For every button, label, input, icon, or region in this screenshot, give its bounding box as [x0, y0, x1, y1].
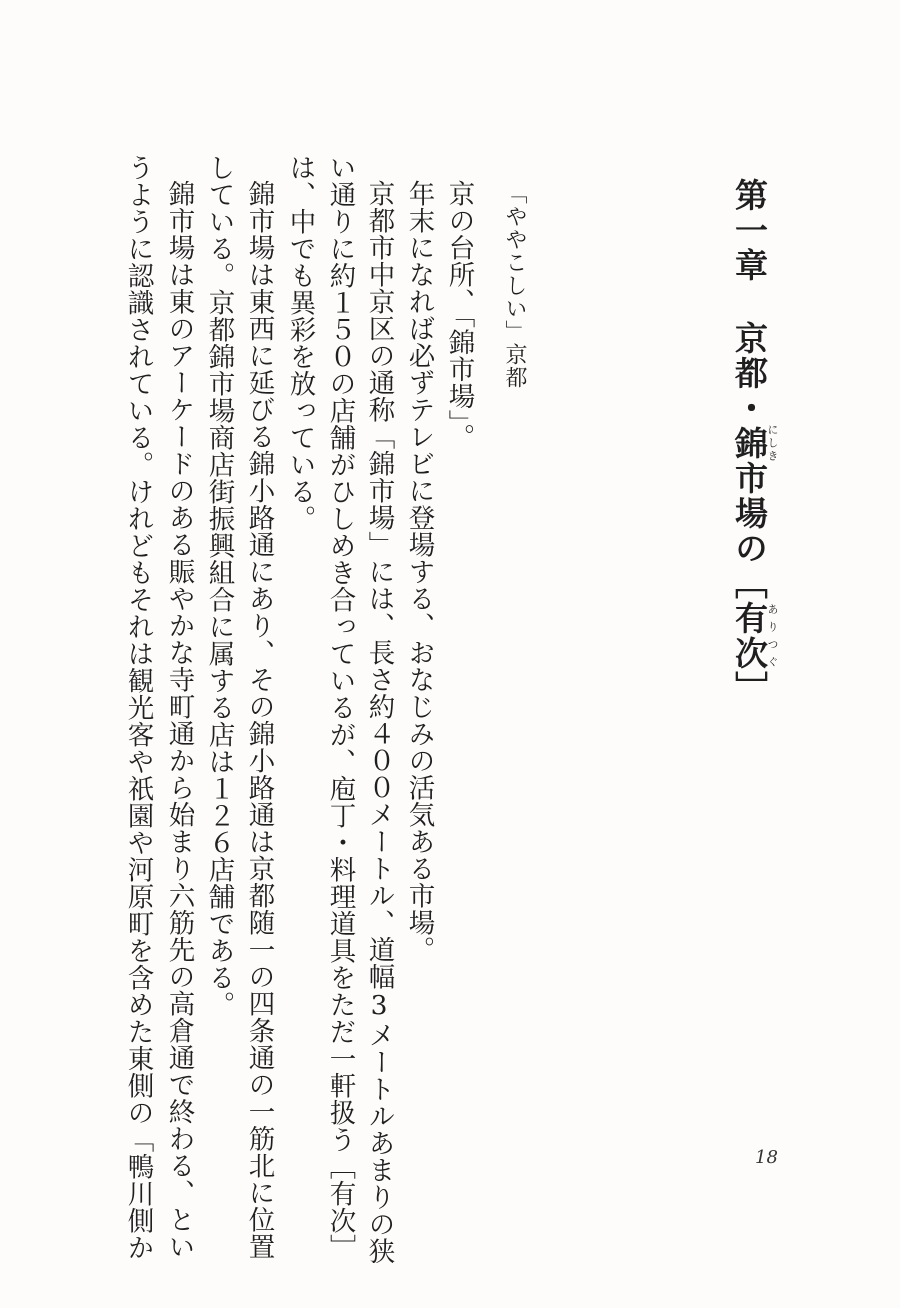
section-title: 「ややこしい」京都 — [502, 182, 527, 389]
paragraph-line: 京都市中京区の通称「錦市場」には、長さ約４００メートル、道幅3メートルあまりの狭 — [363, 180, 395, 1265]
paragraph-line: 錦市場は東のアーケードのある賑やかな寺町通から始まり六筋先の高倉通で終わる、とい — [163, 180, 195, 1260]
chapter-number: 第一章 — [730, 178, 769, 283]
paragraph-line: している。京都錦市場商店街振興組合に属する店は１２６店舗である。 — [203, 154, 235, 1018]
paragraph-line: は、中でも異彩を放っている。 — [284, 154, 316, 532]
paragraph-line: うように認識されている。けれどもそれは観光客や祇園や河原町を含めた東側の「鴨川側か — [122, 154, 154, 1261]
paragraph-line: 京の台所、「錦市場」。 — [443, 180, 475, 451]
chapter-title: 第一章京都・錦にしき市場の［有次ありつぐ］ — [730, 178, 779, 706]
page-number: 18 — [755, 1147, 778, 1168]
paragraph-line: 年末になれば必ずテレビに登場する、おなじみの活気ある市場。 — [403, 180, 435, 963]
paragraph-line: い通りに約１５０の店舗がひしめき合っているが、庖丁・料理道具をただ一軒扱う［有次］ — [324, 154, 356, 1261]
paragraph-line: 錦市場は東西に延びる錦小路通にあり、その錦小路通は京都随一の四条通の一筋北に位置 — [243, 180, 275, 1260]
